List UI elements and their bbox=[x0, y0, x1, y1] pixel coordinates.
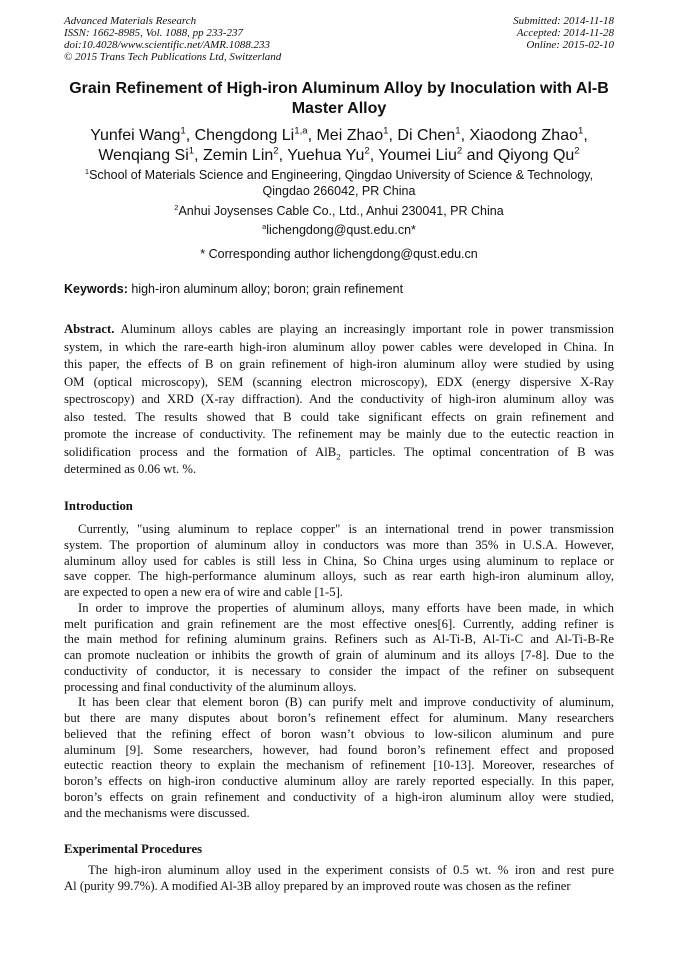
email-text: lichengdong@qust.edu.cn* bbox=[266, 223, 416, 237]
journal-name: Advanced Materials Research bbox=[64, 15, 197, 27]
author-name: Yunfei Wang bbox=[90, 127, 181, 144]
author-affiliation-mark: 2 bbox=[456, 145, 463, 157]
author-affiliation-mark: 1 bbox=[383, 125, 389, 137]
author-affiliation-mark: 2 bbox=[574, 145, 580, 157]
author-name: Xiaodong Zhao bbox=[469, 127, 578, 144]
text-line: eutectic reaction theory to explain the mechanism of refinement [10-13]. Moreover, researches of bbox=[64, 758, 614, 773]
author-affiliation-mark: 1 bbox=[577, 125, 584, 137]
text-line: this paper, the effects of B on grain refinement of high-iron aluminum alloy were studied by using bbox=[64, 357, 614, 371]
online-date: Online: 2015-02-10 bbox=[526, 39, 614, 51]
text-line: boron’s effects on grain refinement and conductivity of a high-iron aluminum alloy were studied, bbox=[64, 789, 614, 804]
issn-volume: ISSN: 1662-8985, Vol. 1088, pp 233-237 bbox=[64, 27, 244, 39]
copyright: © 2015 Trans Tech Publications Ltd, Switzerland bbox=[64, 51, 282, 63]
paper-title bbox=[0, 79, 678, 119]
title-line: Grain Refinement of High-iron Aluminum Alloy by Inoculation with Al-B bbox=[69, 80, 609, 97]
author-affiliation-mark: 1 bbox=[180, 125, 186, 137]
keywords-label: Keywords: bbox=[64, 282, 128, 296]
author-name: Mei Zhao bbox=[316, 127, 384, 144]
keywords-text: high-iron aluminum alloy; boron; grain refinement bbox=[127, 282, 404, 296]
text-line: but there are many disputes about boron’s refinement effect for aluminum. Many researchers bbox=[64, 711, 614, 725]
doi: doi:10.4028/www.scientific.net/AMR.1088.233 bbox=[64, 39, 271, 51]
text-line: can promote nucleation or inhibits the growth of grain of aluminum and its alloys [7-8]. Due to the bbox=[64, 648, 614, 662]
text-run: Aluminum alloys cables are playing an increasingly important role in power transmission bbox=[114, 322, 614, 336]
author-name: Yuehua Yu bbox=[287, 147, 365, 164]
text-line: processing and final conductivity of the aluminum alloys. bbox=[64, 679, 357, 694]
affiliation-2 bbox=[0, 203, 678, 219]
abstract-label: Abstract. bbox=[64, 322, 115, 336]
accepted-date: Accepted: 2014-11-28 bbox=[516, 27, 614, 39]
introduction-body bbox=[64, 522, 614, 821]
subscript: 2 bbox=[336, 451, 341, 462]
affiliation-mark: 1 bbox=[84, 166, 90, 176]
keywords bbox=[64, 282, 403, 296]
text-line: are expected to open a new era of wire and cable [1-5]. bbox=[64, 585, 343, 599]
author-name: Qiyong Qu bbox=[497, 147, 575, 164]
text-line: Currently, "using aluminum to replace copper" is an international trend in power transmission bbox=[78, 522, 614, 536]
text-line: The high-iron aluminum alloy used in the experiment consists of 0.5 wt. % iron and rest pure bbox=[88, 863, 614, 877]
text-line: It has been clear that element boron (B) can purify melt and improve conductivity of aluminum, bbox=[78, 695, 614, 710]
author-name: Di Chen bbox=[397, 127, 456, 144]
text-line bbox=[64, 444, 614, 462]
dates-info bbox=[513, 15, 614, 51]
text-line: aluminum [9]. Some researchers, however, had found boron’s refinement effect and proposed bbox=[64, 742, 614, 757]
affiliation-text: Anhui Joysenses Cable Co., Ltd., Anhui 230041, PR China bbox=[178, 204, 504, 218]
text-line: spectroscopy) and XRD (X-ray diffraction). And the conductivity of high-iron aluminum alloy was bbox=[64, 392, 614, 406]
text-line: In order to improve the properties of aluminum alloys, many efforts have been made, in which bbox=[78, 600, 614, 615]
author-line: Yunfei Wang$^1$, Chengdong Li$^{1,a}$, Mei Zhao$^1$, Di Chen$^1$, Xiaodong Zhao$^1$, bbox=[90, 125, 588, 144]
affiliation-mark: 2 bbox=[174, 202, 179, 212]
author-name: Wenqiang Si bbox=[98, 147, 189, 164]
author-affiliation-mark: 1 bbox=[455, 125, 461, 137]
text-line: OM (optical microscopy), SEM (scanning electron microscopy), EDX (energy dispersive X-Ray bbox=[64, 374, 614, 389]
title-line: Master Alloy bbox=[291, 100, 387, 117]
text-line: and the mechanisms were discussed. bbox=[64, 805, 250, 820]
author-affiliation-mark: 1 bbox=[188, 145, 195, 157]
text-line: the main method for refining aluminum grains. Refiners such as Al-Ti-B, Al-Ti-C and Al-Ti-B-Re bbox=[64, 632, 614, 647]
affiliation-text: School of Materials Science and Engineering, Qingdao University of Science & Technology, bbox=[89, 168, 594, 182]
submitted-date: Submitted: 2014-11-18 bbox=[513, 15, 614, 27]
affiliation-1 bbox=[0, 167, 678, 199]
experimental-body bbox=[64, 862, 614, 894]
text-line: conductivity of conductor, it is necessary to consider the impact of the refiner on subsequent bbox=[64, 663, 614, 678]
author-affiliation-mark: 2 bbox=[364, 145, 370, 157]
text-line: system, in which the rare-earth high-iron aluminum alloy power cables were developed in China. In bbox=[64, 339, 614, 354]
text-run: particles. The optimal concentration of B was bbox=[340, 444, 614, 459]
author-name: Chengdong Li bbox=[194, 127, 295, 144]
affiliation-text: Qingdao 266042, PR China bbox=[262, 184, 416, 198]
text-line: Al (purity 99.7%). A modified Al-3B alloy prepared by an improved route was chosen as the refiner bbox=[64, 879, 571, 893]
journal-info bbox=[64, 15, 281, 63]
section-heading-experimental: Experimental Procedures bbox=[64, 842, 203, 856]
text-line: determined as 0.06 wt. %. bbox=[64, 462, 197, 476]
text-line: save copper. The high-performance aluminum alloys, such as rear earth high-iron aluminum alloy, bbox=[64, 569, 614, 584]
author-list bbox=[0, 126, 678, 166]
abstract bbox=[64, 321, 614, 479]
author-affiliation-mark: 1,a bbox=[294, 125, 308, 137]
section-heading-introduction: Introduction bbox=[64, 499, 133, 513]
text-line: promote the increase of conductivity. The refinement may be mainly due to the eutectic reaction in bbox=[64, 427, 614, 441]
text-line: believed that the refining effect of boron wasn’t obvious to low-silicon aluminum and pure bbox=[64, 726, 614, 741]
author-affiliation-mark: 2 bbox=[273, 145, 279, 157]
text-line bbox=[64, 321, 614, 339]
email-mark: a bbox=[262, 221, 267, 231]
text-line: aluminum alloy used for cables is still less in China, So China urges using aluminum to replace or bbox=[64, 553, 614, 568]
corresponding-author: * Corresponding author lichengdong@qust.edu.cn bbox=[200, 247, 478, 261]
text-line: melt purification and grain refinement are the most effective ones[6]. Currently, adding refiner is bbox=[64, 616, 614, 631]
text-line: also tested. The results showed that B could take significant effects on grain refinement and bbox=[64, 409, 614, 424]
author-line: Wenqiang Si$^1$, Zemin Lin$^2$, Yuehua Yu$^2$, Youmei Liu$^2$ and Qiyong Qu$^2$ bbox=[98, 145, 580, 164]
text-line: system. The proportion of aluminum alloy in conductors was more than 35% in U.S.A. However, bbox=[64, 537, 614, 552]
text-line: boron’s effects on high-iron conductive aluminum alloy are rarely reported especially. In this paper, bbox=[64, 774, 614, 788]
author-name: Zemin Lin bbox=[203, 147, 274, 164]
text-run: solidification process and the formation of AlB bbox=[64, 444, 337, 459]
author-name: Youmei Liu bbox=[378, 147, 457, 164]
author-email bbox=[0, 222, 678, 238]
